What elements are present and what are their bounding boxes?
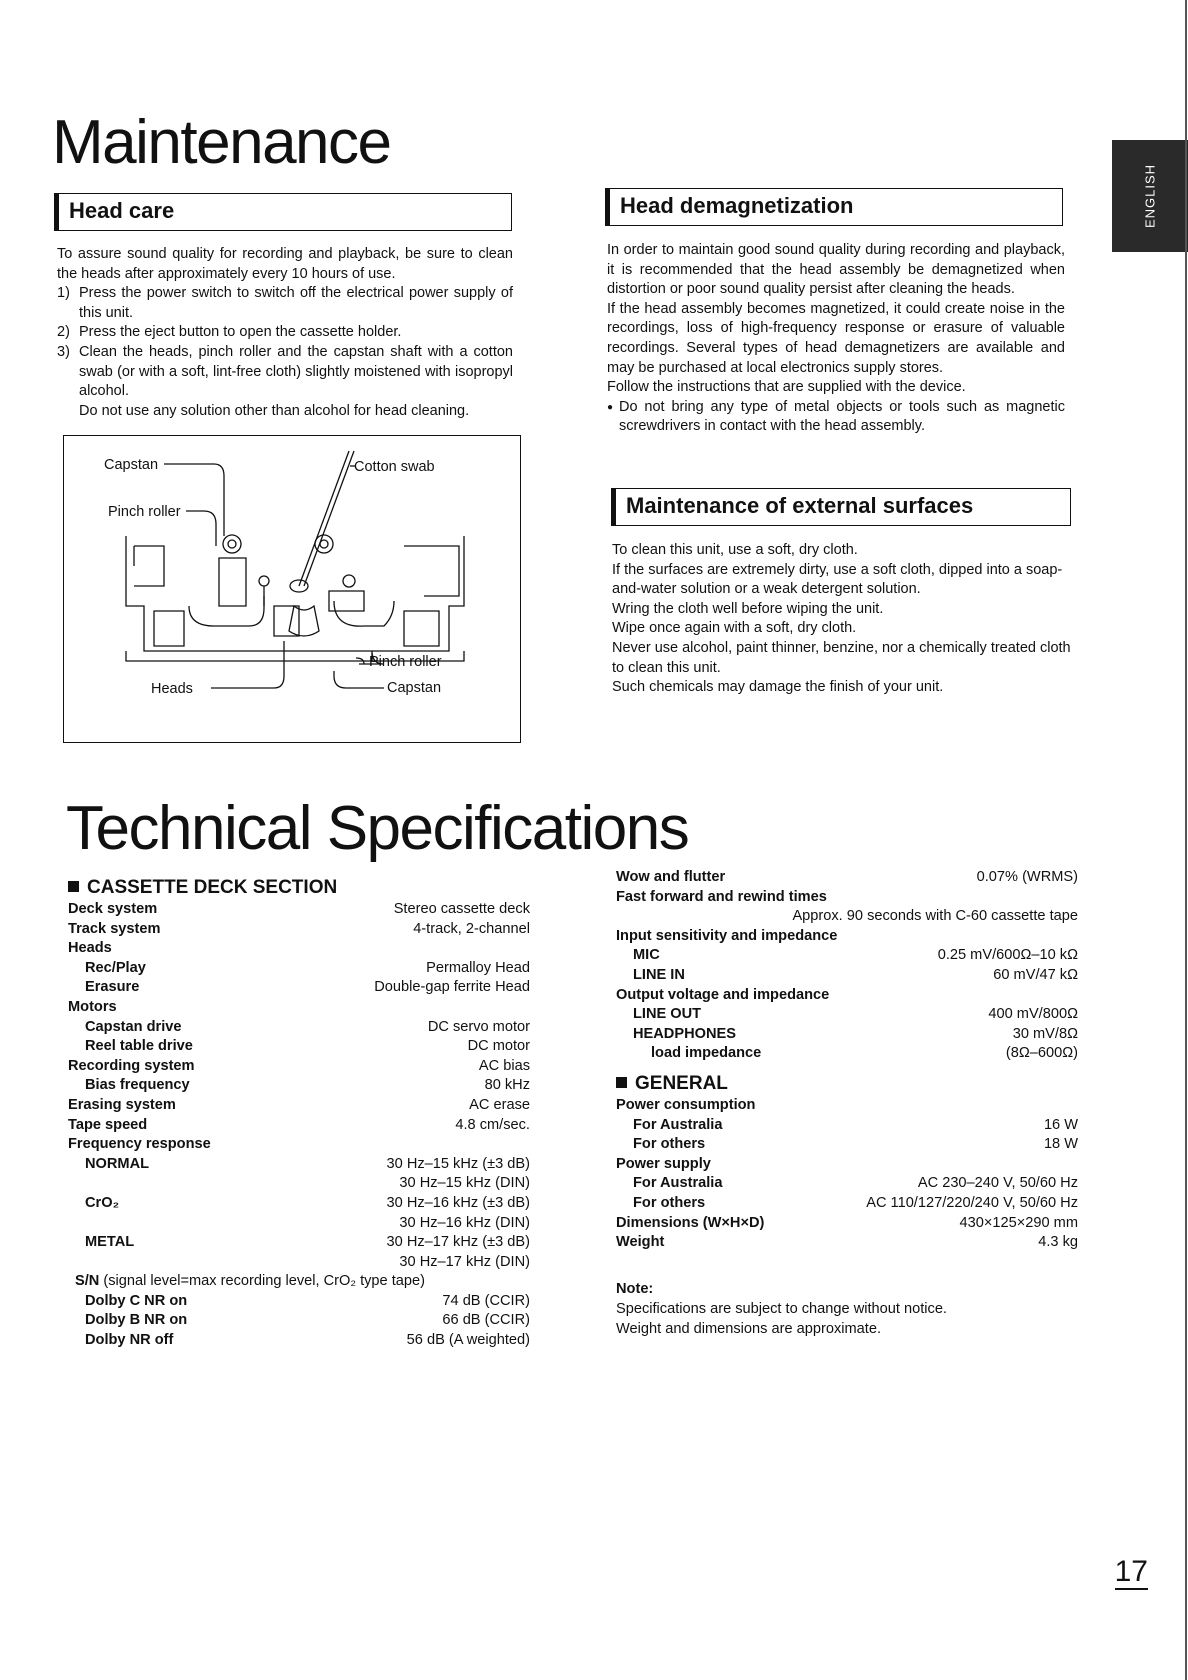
- spec-label: Recording system: [68, 1057, 195, 1074]
- note-heading: Note:: [616, 1280, 654, 1297]
- sn-spec-rows: [68, 1292, 530, 1351]
- cassette-spec-row: [68, 1057, 530, 1077]
- spec-label: LINE IN: [633, 966, 685, 983]
- cassette-spec-row: [68, 959, 530, 979]
- label-capstan-bottom: Capstan: [387, 680, 442, 696]
- head-care-step: [57, 284, 513, 323]
- head-demag-p1: In order to maintain good sound quality during recording and playback, it is recommended that the head assembly be demagnetized when distortion or poor sound quality persist after cleaning the heads.: [607, 242, 1065, 298]
- spec-value: 4.8 cm/sec.: [455, 1116, 530, 1133]
- step-number: 2): [57, 324, 70, 341]
- head-care-text: [57, 245, 513, 421]
- cassette-spec-row: [68, 1233, 530, 1253]
- label-cotton-swab: Cotton swab: [354, 459, 435, 475]
- head-demag-p2: If the head assembly becomes magnetized, it could create noise in the recordings, loss of high-frequency response or erasure of valuable recordings. Several types of head demagnetizers are available and may be purchased at local electronics supply stores.: [607, 300, 1065, 376]
- spec-value: 4-track, 2-channel: [413, 920, 530, 937]
- note-line: Weight and dimensions are approximate.: [616, 1320, 881, 1337]
- square-bullet-icon: [68, 881, 79, 892]
- spec-label: Output voltage and impedance: [616, 986, 830, 1003]
- spec-value: Double-gap ferrite Head: [374, 979, 530, 996]
- head-demag-text: [607, 241, 1065, 437]
- cassette-spec-row: [68, 978, 530, 998]
- spec-value: 56 dB (A weighted): [406, 1332, 530, 1349]
- cassette-spec-row: [68, 1096, 530, 1116]
- right-spec-row: [616, 986, 1078, 1006]
- general-spec-row: [616, 1174, 1078, 1194]
- head-care-intro: To assure sound quality for recording and playback, be sure to clean the heads after approximately every 10 hours of use.: [57, 246, 513, 282]
- spec-value: Approx. 90 seconds with C-60 cassette tape: [792, 908, 1078, 925]
- spec-value: 400 mV/800Ω: [988, 1006, 1078, 1023]
- spec-label: Dolby B NR on: [85, 1312, 188, 1329]
- spec-label: Bias frequency: [85, 1077, 190, 1094]
- external-line: Such chemicals may damage the finish of your unit.: [612, 679, 944, 696]
- general-section-heading: [616, 1072, 1078, 1096]
- spec-label: CrO₂: [85, 1194, 120, 1211]
- general-spec-rows: [616, 1096, 1078, 1253]
- head-care-step: [57, 323, 513, 343]
- cassette-spec-row: [68, 1018, 530, 1038]
- right-spec-row: [616, 946, 1078, 966]
- cassette-spec-row: [68, 1194, 530, 1214]
- cassette-spec-row: [68, 1214, 530, 1234]
- spec-value: 0.07% (WRMS): [976, 869, 1078, 885]
- spec-value: 16 W: [1043, 1116, 1078, 1133]
- spec-value: 74 dB (CCIR): [442, 1292, 530, 1309]
- step-number: 1): [57, 285, 70, 302]
- spec-value: 66 dB (CCIR): [442, 1312, 530, 1329]
- language-tab: [1112, 140, 1188, 252]
- external-line: To clean this unit, use a soft, dry cloth.: [612, 542, 858, 558]
- sn-spec-row: [68, 1331, 530, 1351]
- step-text: Press the power switch to switch off the electrical power supply of this unit.: [79, 285, 513, 321]
- right-spec-row: [616, 868, 1078, 888]
- spec-value: 30 Hz–16 kHz (DIN): [399, 1214, 530, 1231]
- sn-spec-row: [68, 1292, 530, 1312]
- cassette-section-heading: [68, 876, 530, 900]
- spec-value: 18 W: [1043, 1136, 1078, 1153]
- page-number: 17: [1114, 1555, 1148, 1588]
- cassette-spec-rows: [68, 900, 530, 1272]
- sn-header-row: [68, 1272, 530, 1292]
- spec-value: 0.25 mV/600Ω–10 kΩ: [937, 947, 1078, 964]
- general-spec-row: [616, 1096, 1078, 1116]
- spec-value: Stereo cassette deck: [393, 901, 530, 917]
- spec-value: 4.3 kg: [1038, 1234, 1078, 1251]
- spec-label: Rec/Play: [85, 959, 146, 976]
- spec-label: Fast forward and rewind times: [616, 888, 827, 905]
- step-text: Clean the heads, pinch roller and the capstan shaft with a cotton swab (or with a soft, lint-free cloth) slightly moistened with isopropyl alcohol.: [79, 343, 513, 400]
- spec-label: Reel table drive: [85, 1038, 193, 1055]
- square-bullet-icon: [616, 1077, 627, 1088]
- spec-value: AC erase: [469, 1096, 530, 1113]
- spec-value: DC motor: [467, 1038, 530, 1055]
- cassette-spec-row: [68, 1135, 530, 1155]
- spec-value: AC bias: [478, 1057, 530, 1074]
- spec-label: Dolby NR off: [85, 1332, 174, 1349]
- spec-value: 30 Hz–17 kHz (DIN): [399, 1253, 530, 1270]
- spec-label: Power consumption: [616, 1096, 756, 1113]
- right-spec-row: [616, 1005, 1078, 1025]
- label-pinch-roller-right: Pinch roller: [369, 654, 442, 670]
- cassette-spec-row: [68, 1116, 530, 1136]
- specs-title: Technical Specifications: [66, 794, 689, 863]
- external-line: Wipe once again with a soft, dry cloth.: [612, 620, 857, 637]
- spec-label: Motors: [68, 998, 117, 1015]
- step-text: Press the eject button to open the cassette holder.: [79, 324, 402, 341]
- spec-label: For others: [633, 1136, 706, 1153]
- spec-label: Erasure: [85, 979, 140, 996]
- label-pinch-roller-left: Pinch roller: [108, 504, 181, 520]
- head-cleaning-figure: [63, 435, 521, 743]
- head-care-heading: Head care: [54, 193, 512, 231]
- spec-value: AC 110/127/220/240 V, 50/60 Hz: [866, 1194, 1078, 1211]
- cassette-spec-row: [68, 1076, 530, 1096]
- right-spec-row: [616, 907, 1078, 927]
- spec-label: Heads: [68, 940, 112, 957]
- right-spec-row: [616, 966, 1078, 986]
- spec-label: For Australia: [633, 1175, 723, 1192]
- spec-label: Capstan drive: [85, 1018, 182, 1035]
- head-demag-bullet: ● Do not bring any type of metal objects or tools such as magnetic screwdrivers in contact with the head assembly.: [607, 398, 1065, 437]
- spec-value: 30 mV/8Ω: [1012, 1025, 1078, 1042]
- spec-label: MIC: [633, 947, 660, 964]
- cassette-spec-row: [68, 1037, 530, 1057]
- spec-label: Wow and flutter: [616, 869, 726, 885]
- cassette-spec-row: [68, 900, 530, 920]
- spec-value: 30 Hz–17 kHz (±3 dB): [386, 1234, 530, 1251]
- general-spec-row: [616, 1214, 1078, 1234]
- cassette-spec-row: [68, 1253, 530, 1273]
- specs-left-column: [68, 876, 530, 1351]
- spec-value: DC servo motor: [427, 1018, 530, 1035]
- spec-label: METAL: [85, 1234, 135, 1251]
- head-care-steps: [57, 284, 513, 402]
- spec-value: 30 Hz–16 kHz (±3 dB): [386, 1194, 530, 1211]
- head-care-step: [57, 343, 513, 402]
- spec-label: Erasing system: [68, 1096, 176, 1113]
- cassette-mechanism-illustration: [64, 436, 519, 741]
- general-spec-row: [616, 1116, 1078, 1136]
- general-section-label: GENERAL: [635, 1072, 728, 1094]
- spec-label: load impedance: [651, 1045, 762, 1062]
- spec-label: Weight: [616, 1234, 665, 1251]
- sn-note: (signal level=max recording level, CrO₂ type tape): [99, 1273, 425, 1290]
- language-tab-label: ENGLISH: [1142, 163, 1158, 229]
- maintenance-title: Maintenance: [52, 108, 391, 177]
- spec-label: For Australia: [633, 1116, 723, 1133]
- right-spec-row: [616, 927, 1078, 947]
- general-spec-row: [616, 1135, 1078, 1155]
- sn-label: S/N: [75, 1273, 100, 1290]
- external-text: [612, 541, 1072, 698]
- spec-value: 80 kHz: [484, 1077, 530, 1094]
- spec-value: 30 Hz–15 kHz (DIN): [399, 1175, 530, 1192]
- external-line: Never use alcohol, paint thinner, benzine, nor a chemically treated cloth to clean this unit.: [612, 639, 1071, 676]
- right-spec-row: [616, 1025, 1078, 1045]
- specs-right-column: [616, 868, 1078, 1339]
- sn-spec-row: [68, 1311, 530, 1331]
- spec-label: Frequency response: [68, 1136, 211, 1153]
- label-heads: Heads: [151, 681, 193, 697]
- cassette-spec-row: [68, 1174, 530, 1194]
- spec-label: NORMAL: [85, 1155, 150, 1172]
- right-spec-row: [616, 1044, 1078, 1064]
- cassette-section-label: CASSETTE DECK SECTION: [87, 877, 338, 898]
- spec-label: For others: [633, 1194, 706, 1211]
- spec-label: Power supply: [616, 1155, 711, 1172]
- spec-label: HEADPHONES: [633, 1025, 736, 1042]
- general-spec-row: [616, 1155, 1078, 1175]
- external-line: Wring the cloth well before wiping the unit.: [612, 600, 884, 617]
- label-capstan-top: Capstan: [104, 457, 159, 473]
- cassette-spec-row: [68, 1155, 530, 1175]
- right-spec-row: [616, 888, 1078, 908]
- spec-value: Permalloy Head: [426, 959, 530, 976]
- note-line: Specifications are subject to change without notice.: [616, 1300, 947, 1317]
- external-heading: Maintenance of external surfaces: [611, 488, 1071, 526]
- spec-value: 60 mV/47 kΩ: [993, 966, 1078, 983]
- spec-note: [616, 1279, 1078, 1339]
- spec-value: AC 230–240 V, 50/60 Hz: [917, 1175, 1078, 1192]
- spec-value: 430×125×290 mm: [959, 1214, 1078, 1231]
- spec-label: Input sensitivity and impedance: [616, 927, 838, 944]
- step-number: 3): [57, 343, 70, 360]
- general-spec-row: [616, 1233, 1078, 1253]
- head-demag-p3: Follow the instructions that are supplied with the device.: [607, 379, 966, 396]
- external-line: If the surfaces are extremely dirty, use a soft cloth, dipped into a soap-and-water solution or a weak detergent solution.: [612, 561, 1063, 598]
- spec-label: Tape speed: [68, 1116, 148, 1133]
- head-demag-heading: Head demagnetization: [605, 188, 1063, 226]
- spec-label: Track system: [68, 920, 161, 937]
- spec-value: 30 Hz–15 kHz (±3 dB): [386, 1155, 530, 1172]
- spec-label: LINE OUT: [633, 1006, 702, 1023]
- page-edge-line: [1185, 0, 1187, 1680]
- cassette-spec-row: [68, 920, 530, 940]
- head-care-note: Do not use any solution other than alcohol for head cleaning.: [79, 402, 470, 419]
- general-spec-row: [616, 1194, 1078, 1214]
- spec-label: Dimensions (W×H×D): [616, 1214, 765, 1231]
- spec-label: Deck system: [68, 901, 158, 917]
- cassette-spec-row: [68, 998, 530, 1018]
- right-spec-rows: [616, 868, 1078, 1064]
- spec-value: (8Ω–600Ω): [1005, 1045, 1078, 1062]
- cassette-spec-row: [68, 939, 530, 959]
- spec-label: Dolby C NR on: [85, 1292, 188, 1309]
